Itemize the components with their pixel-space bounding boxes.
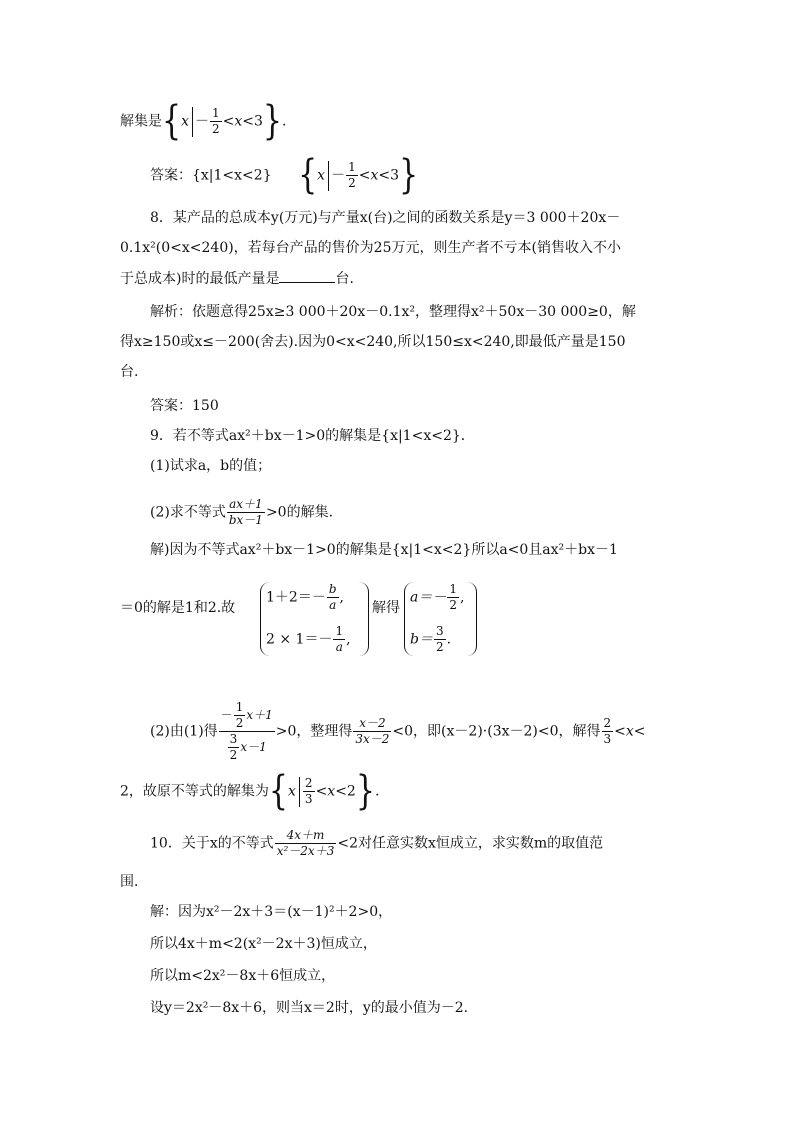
answer-8: 答案：150 bbox=[150, 398, 219, 414]
solution-10-line-2: 所以4x＋m<2(x²－2x＋3)恒成立， bbox=[150, 936, 377, 952]
system-eq-2: 2 × 1＝－ $\frac{1}{a}$ , bbox=[266, 624, 351, 654]
solution-10-line-3: 所以m<2x²－8x＋6恒成立， bbox=[150, 968, 336, 984]
solution-8-line-3: 台. bbox=[120, 364, 139, 380]
solution-set-line: 解集是{x － $\frac{1}{2}$ <x<3}. bbox=[120, 97, 287, 145]
solution-a: a＝－ $\frac{1}{2}$ , bbox=[410, 582, 465, 612]
answer-blank bbox=[279, 268, 335, 283]
problem-8-line-2: 0.1x²(0<x<240)，若每台产品的售价为25万元，则生产者不亏本(销售收入不小 bbox=[120, 240, 621, 256]
solution-brace-right bbox=[466, 582, 477, 656]
solution-10-line-1: 解：因为x²－2x＋3＝(x－1)²＋2>0， bbox=[150, 904, 393, 920]
solution-9-line-1: 解)因为不等式ax²＋bx－1>0的解集是{x|1<x<2}所以a<0且ax²＋bx－1 bbox=[150, 542, 618, 558]
problem-8-line-3: 于总成本)时的最低产量是 台． bbox=[120, 268, 363, 289]
fraction-half: $\frac{1}{2}$ bbox=[212, 106, 220, 136]
problem-9-part-1: (1)试求a，b的值； bbox=[150, 458, 272, 474]
answer-label: 答案： bbox=[150, 167, 192, 184]
left-brace: { bbox=[162, 97, 182, 145]
problem-10-line-2: 围． bbox=[120, 874, 148, 890]
right-brace: } bbox=[262, 97, 283, 145]
answer-value-1: {x|1<x<2} bbox=[192, 167, 272, 184]
solution-8-line-1: 解析：依题意得25x≥3 000＋20x－0.1x²，整理得x²＋50x－30 000≥0，解 bbox=[150, 304, 636, 320]
fraction-ax1-bx1: $\frac{ax+1}{bx-1}$ bbox=[228, 497, 263, 527]
solution-8-line-2: 得x≥150或x≤－200(舍去).因为0<x<240,所以150≤x<240,即最低产量是150 bbox=[120, 334, 626, 350]
solution-9-final: 2，故原不等式的解集为{x $\frac{2}{3}$ <x<2}. bbox=[120, 767, 380, 815]
answer-line: 答案：{x|1<x<2} {x － $\frac{1}{2}$ <x<3} bbox=[150, 151, 419, 199]
problem-10-line-1: 10．关于x的不等式 $\frac{4x+m}{\text{x²－2x＋3}}$ <2对任意实数x恒成立，求实数m的取值范 bbox=[150, 828, 604, 858]
system-brace-right bbox=[358, 582, 369, 656]
solution-b: b＝ $\frac{3}{2}$ . bbox=[410, 624, 452, 654]
minus: － bbox=[195, 113, 209, 130]
var-x: x bbox=[181, 113, 189, 130]
solution-9-line-2a: ＝0的解是1和2.故 bbox=[120, 600, 236, 616]
solve-label: 解得 bbox=[372, 600, 400, 616]
set-bar bbox=[192, 107, 193, 137]
problem-8-line-1: 8．某产品的总成本y(万元)与产量x(台)之间的函数关系是y＝3 000＋20x－ bbox=[150, 210, 621, 226]
fraction-4xm: $\frac{4x+m}{\text{x²－2x＋3}}$ bbox=[276, 828, 335, 858]
text: 解集是 bbox=[120, 113, 162, 130]
system-eq-1: 1＋2＝－ $\frac{b}{a}$ , bbox=[266, 582, 344, 612]
problem-9-part-2: (2)求不等式 $\frac{ax+1}{bx-1}$ >0的解集． bbox=[150, 497, 343, 527]
solution-9-part-2: (2)由(1)得 － $\frac{1}{2}$ x＋1 $\frac{3}{2}$ x－1 >0，整理得 $\frac{x-2}{3x-2}$ <0，即(x－2)·(3x－2)<0，解得 $\frac{2}{3}$ <x< bbox=[150, 700, 646, 762]
solution-10-line-4: 设y＝2x²－8x＋6，则当x＝2时，y的最小值为－2. bbox=[150, 1000, 469, 1016]
problem-9-line-1: 9．若不等式ax²＋bx－1>0的解集是{x|1<x<2}． bbox=[150, 428, 475, 444]
compound-fraction: － $\frac{1}{2}$ x＋1 $\frac{3}{2}$ x－1 bbox=[220, 700, 273, 762]
